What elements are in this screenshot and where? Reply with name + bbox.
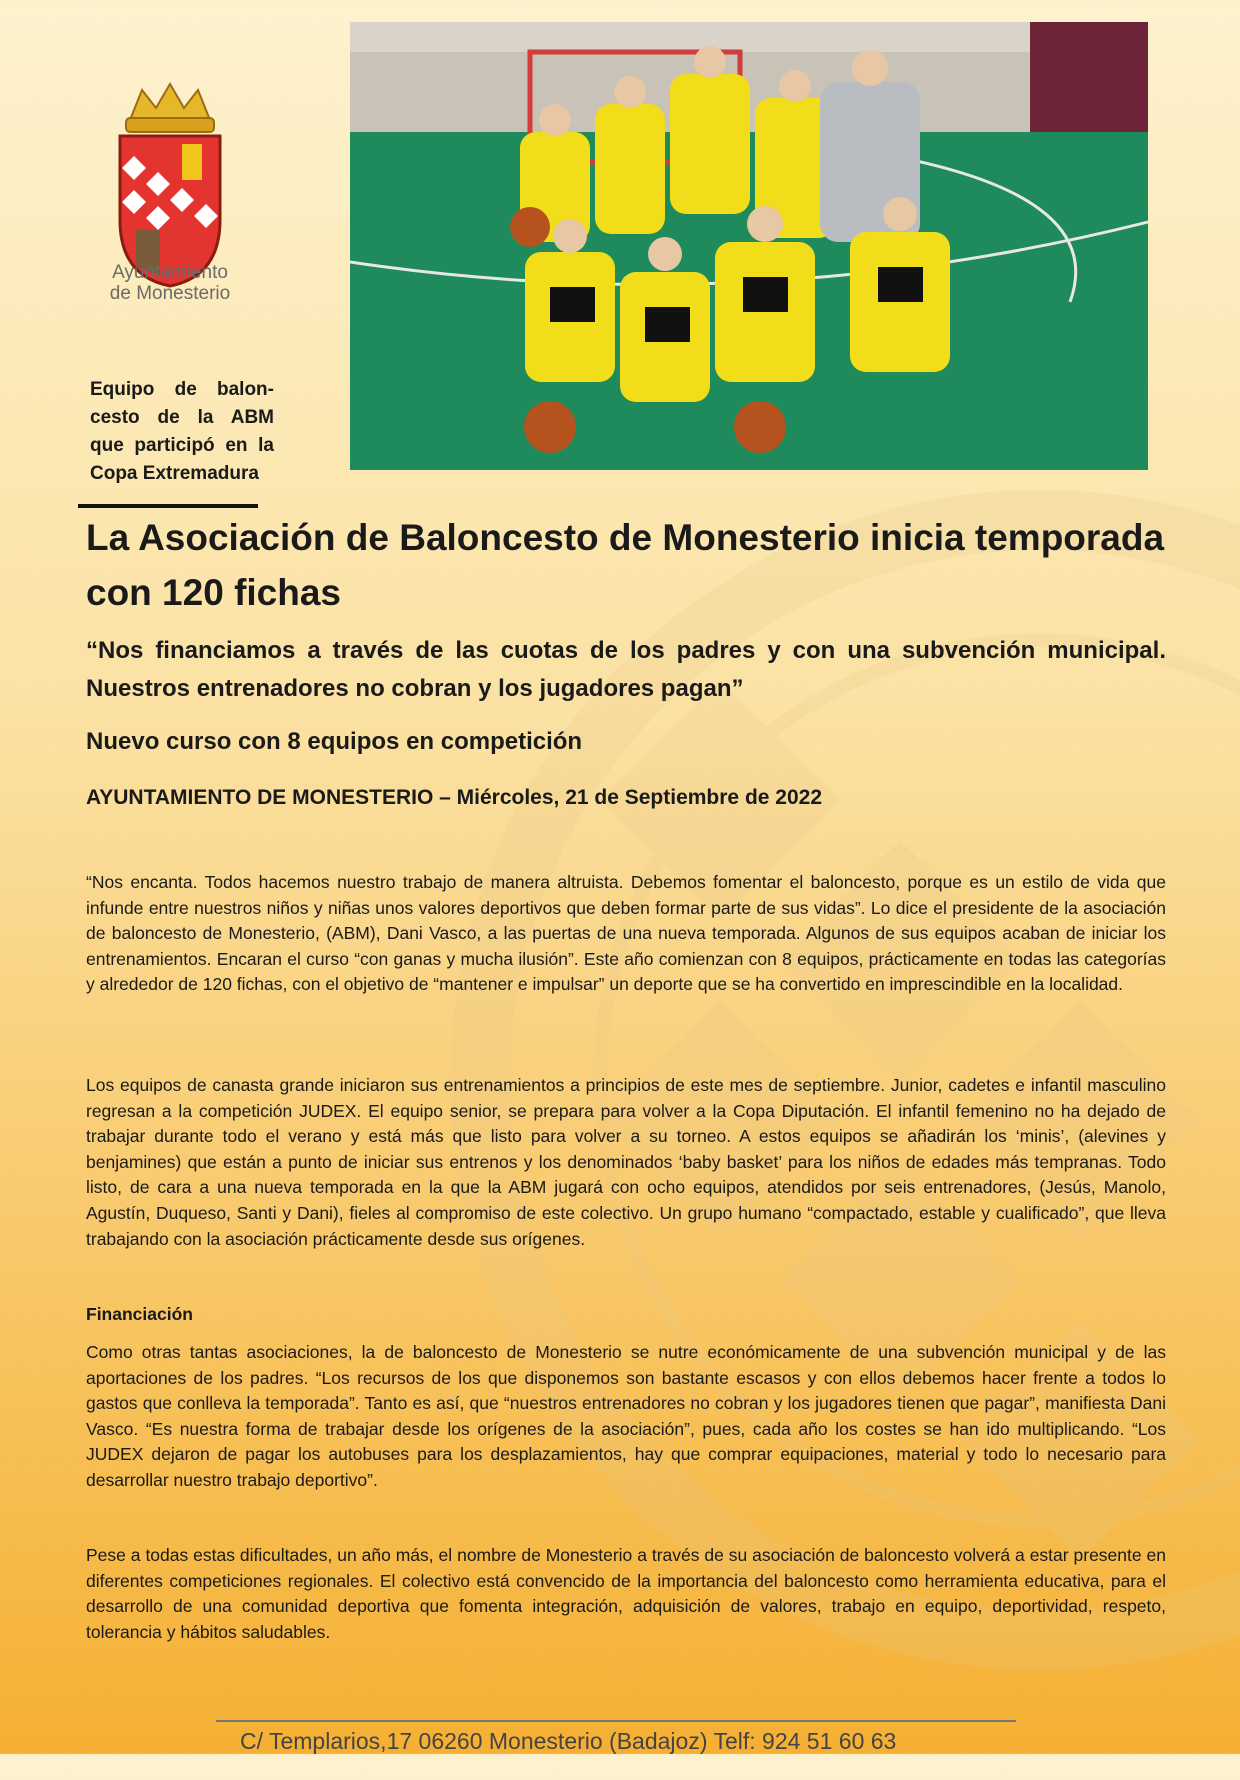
dateline: AYUNTAMIENTO DE MONESTERIO – Miércoles, 21 de Septiembre de 2022: [86, 786, 823, 809]
headline: La Asociación de Baloncesto de Monesterio inicia temporada con 120 fichas: [86, 517, 1165, 613]
logo-text: [90, 262, 250, 304]
paragraph-4: Pese a todas estas dificultades, un año más, el nombre de Monesterio a través de su asociación de baloncesto volverá a estar presente en diferentes competiciones regionales. El colectivo está convencido de la importancia del baloncesto como herramienta educativa, para el desarrollo de una comunidad deportiva que fomenta integración, adquisición de valores, trabajo en equipo, deportividad, respeto, tolerancia y hábitos saludables.: [86, 1545, 1166, 1642]
footer-rule: [216, 1720, 1016, 1722]
paragraph-3: Como otras tantas asociaciones, la de baloncesto de Monesterio se nutre económicamente de una subvención municipal y de las aportaciones de los padres. “Los recursos de los que disponemos son bastante escasos y con ellos debemos hacer frente a todos lo gastos que conlleva la temporada”. Tanto es así, que “nuestros entrenadores no cobran y los jugadores tienen que pagar”, manifiesta Dani Vasco. “Es nuestra forma de trabajar desde los orígenes de la asociación”, pues, cada año los costes se han ido multiplicando. “Los JUDEX dejaron de pagar los autobuses para los desplazamientos, hay que comprar equipaciones, material y todo lo necesario para desarrollar nuestro trabajo deportivo”.: [86, 1342, 1166, 1490]
deck: Nuevo curso con 8 equipos en competición: [86, 728, 583, 755]
photo-caption: Equipo de balon-cesto de la ABM que participó en la Copa Extremadura: [90, 379, 274, 484]
logo-line-2: de Monesterio: [109, 283, 231, 304]
paragraph-2: Los equipos de canasta grande iniciaron sus entrenamientos a principios de este mes de septiembre. Junior, cadetes e infantil masculino regresan a la competición JUDEX. El equipo senior, se prepara para volver a la Copa Diputación. El infantil femenino no ha dejado de trabajar durante todo el verano y está más que listo para volver a su torneo. A estos equipos se añadirán los ‘minis’, (alevines y benjamines) que están a punto de iniciar sus entrenos y los denominados ‘baby basket’ para los niños de edades más tempranas. Todo listo, de cara a una nueva temporada en la que la ABM jugará con ocho equipos, atendidos por seis entrenadores, (Jesús, Manolo, Agustín, Duqueso, Santi y Dani), fieles al compromiso de este colectivo. Un grupo humano “compactado, estable y cualificado”, que lleva trabajando con la asociación prácticamente desde sus orígenes.: [86, 1075, 1166, 1249]
footer-address: C/ Templarios,17 06260 Monesterio (Badajoz) Telf: 924 51 60 63: [240, 1728, 897, 1754]
paragraph-1: “Nos encanta. Todos hacemos nuestro trabajo de manera altruista. Debemos fomentar el baloncesto, porque es un estilo de vida que infunde entre nuestros niños y niñas unos valores deportivos que deben formar parte de sus vidas”. Lo dice el presidente de la asociación de baloncesto de Monesterio, (ABM), Dani Vasco, a las puertas de una nueva temporada. Algunos de sus equipos acaban de iniciar los entrenamientos. Encaran el curso “con ganas y mucha ilusión”. Este año comienzan con 8 equipos, prácticamente en todas las categorías y alrededor de 120 fichas, con el objetivo de “mantener e impulsar” un deporte que se ha convertido en imprescindible en la localidad.: [86, 872, 1166, 995]
logo-line-1: Ayuntamiento: [112, 262, 228, 283]
team-photo-icon: [350, 22, 1148, 470]
team-photo: [350, 22, 1148, 470]
section-heading: Financiación: [86, 1304, 193, 1324]
headline-rule: [78, 504, 258, 508]
subheadline: “Nos financiamos a través de las cuotas de los padres y con una subvención municipal. Nuestros entrenadores no cobran y los jugadores pagan”: [86, 637, 1166, 702]
